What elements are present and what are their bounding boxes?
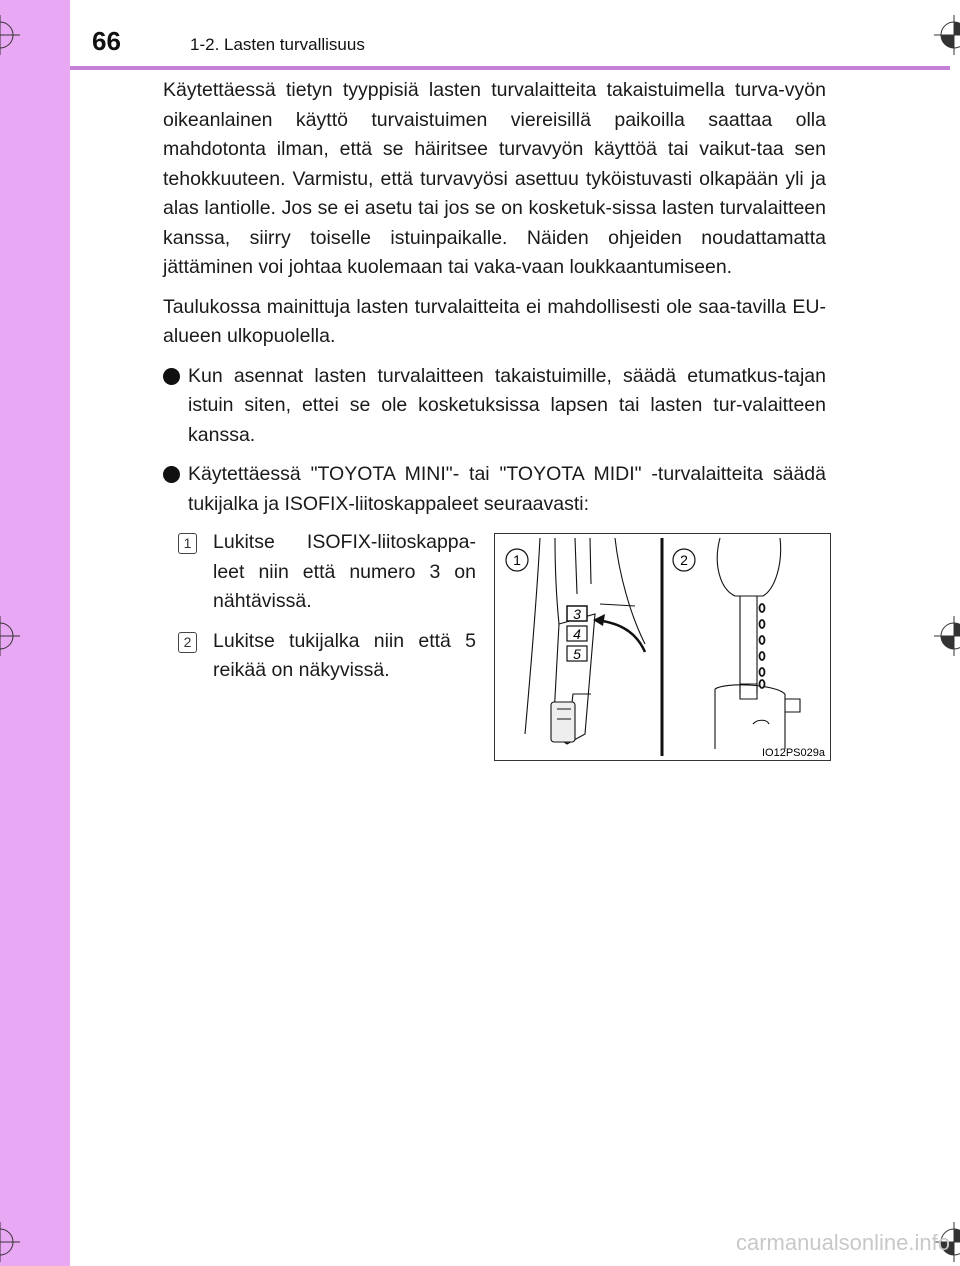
panel-1-label: 1 — [513, 552, 521, 568]
scale-number-4: 4 — [573, 626, 581, 642]
scale-number-5: 5 — [573, 646, 581, 662]
image-code: IO12PS029a — [762, 747, 825, 759]
registration-mark-top-right — [934, 15, 960, 55]
section-title: 1-2. Lasten turvallisuus — [190, 35, 365, 54]
step-item — [178, 627, 476, 686]
paragraph-availability: Taulukossa mainittuja lasten turvalaitteita ei mahdollisesti ole saa-tavilla EU-alueen ulkopuolella. — [163, 295, 826, 347]
step-list — [178, 528, 476, 696]
watermark: carmanualsonline.info — [735, 1230, 950, 1255]
bullet-dot-icon — [163, 466, 180, 483]
bullet-text: Kun asennat lasten turvalaitteen takaistuimille, säädä etumatkus-tajan istuin siten, ettei se ole kosketuksissa lapsen tai lasten tur-valaitteen kanssa. — [188, 364, 826, 446]
step-text: Lukitse ISOFIX-liitoskappa-leet niin että numero 3 on nähtävissä. — [213, 531, 476, 612]
bullet-item — [163, 460, 826, 519]
paragraph-warning: Käytettäessä tietyn tyyppisiä lasten turvalaitteita takaistuimella turva-vyön oikeanlainen käyttö turvaistuimen viereisillä paikoilla saattaa olla mahdotonta ilman, että se häiritsee turvavyön käyttöä tai vaikut-taa sen tehokkuuteen. Varmistu, että turvavyösi asettuu tyköistuvasti olkapään yli ja alas lantiolle. Jos se ei asetu tai jos se on kosketuk-sissa lasten turvalaitteen kanssa, siirry toiselle istuinpaikalle. Näiden ohjeiden noudattamatta jättäminen voi johtaa kuolemaan tai vaka-vaan loukkaantumiseen. — [163, 79, 826, 278]
registration-mark-top-left — [0, 15, 20, 55]
registration-mark-mid-right — [934, 616, 960, 656]
registration-mark-bottom-left — [0, 1222, 20, 1262]
registration-mark-mid-left — [0, 616, 20, 656]
step-item — [178, 528, 476, 617]
step-number-badge: 1 — [178, 533, 197, 554]
header-rule — [70, 66, 950, 70]
main-text — [163, 76, 826, 529]
illustration-drawing — [495, 534, 830, 760]
panel-2-label: 2 — [680, 552, 688, 568]
step-text: Lukitse tukijalka niin että 5 reikää on näkyvissä. — [213, 629, 476, 681]
isofix-illustration — [494, 533, 831, 761]
bullet-item — [163, 362, 826, 451]
step-number-badge: 2 — [178, 632, 197, 653]
bullet-text: Käytettäessä "TOYOTA MINI"- tai "TOYOTA MIDI" -turvalaitteita säädä tukijalka ja ISOFIX-liitoskappaleet seuraavasti: — [188, 463, 826, 515]
page-number: 66 — [92, 26, 121, 56]
scale-number-3: 3 — [573, 606, 581, 622]
bullet-dot-icon — [163, 368, 180, 385]
